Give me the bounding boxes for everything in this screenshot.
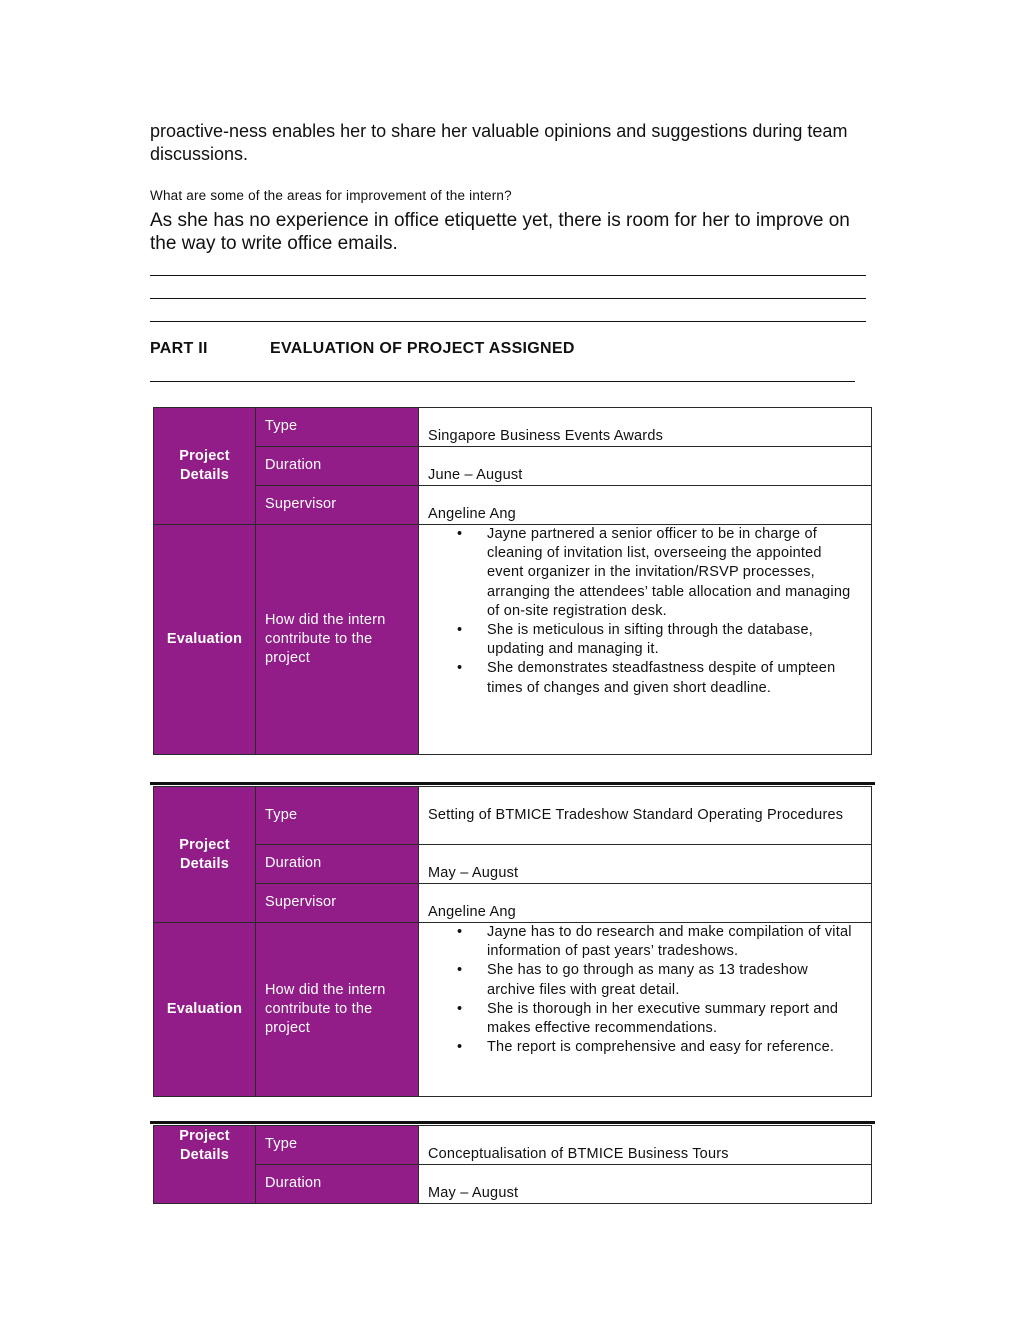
section-divider bbox=[150, 782, 875, 785]
table-row bbox=[154, 884, 872, 923]
table-row bbox=[154, 787, 872, 845]
project-type-value: Conceptualisation of BTMICE Business Tours bbox=[419, 1126, 872, 1165]
list-item: • The report is comprehensive and easy for reference. bbox=[487, 1038, 859, 1057]
project-table-2 bbox=[153, 786, 872, 1097]
part-title: EVALUATION OF PROJECT ASSIGNED bbox=[270, 340, 575, 357]
duration-label: Duration bbox=[256, 447, 419, 486]
contribution-question-label: How did the intern contribute to the project bbox=[256, 923, 419, 1097]
bullet-icon: • bbox=[457, 962, 463, 979]
table-row bbox=[154, 447, 872, 486]
contribution-question-label: How did the intern contribute to the project bbox=[256, 525, 419, 755]
project-details-label: Project Details bbox=[154, 787, 256, 923]
improvement-answer: As she has no experience in office etiquette yet, there is room for her to improve on the way to write office emails. bbox=[150, 210, 850, 254]
table-row bbox=[154, 1165, 872, 1204]
table-row bbox=[154, 1126, 872, 1165]
improvement-question: What are some of the areas for improvement of the intern? bbox=[150, 188, 512, 203]
bullet-icon: • bbox=[457, 622, 463, 639]
table-row bbox=[154, 486, 872, 525]
bullet-icon: • bbox=[457, 1000, 463, 1017]
project-duration-value: June – August bbox=[419, 447, 872, 486]
project-details-label: Project Details bbox=[154, 1126, 256, 1204]
table-row bbox=[154, 923, 872, 1097]
list-item: • Jayne partnered a senior officer to be in charge of cleaning of invitation list, overseeing the appointed event organizer in the invitation/RSVP processes, arranging the attendees’ table allocation and managing of on-site registration desk. bbox=[457, 526, 851, 619]
table-row bbox=[154, 845, 872, 884]
list-item: • Jayne has to do research and make compilation of vital information of past years’ tradeshows. bbox=[457, 924, 852, 960]
project-table-3 bbox=[153, 1125, 872, 1204]
contribution-list-cell bbox=[419, 525, 872, 755]
project-details-label: Project Details bbox=[154, 408, 256, 525]
type-label: Type bbox=[256, 787, 419, 845]
table-row bbox=[154, 525, 872, 755]
supervisor-label: Supervisor bbox=[256, 486, 419, 525]
project-duration-value: May – August bbox=[419, 845, 872, 884]
project-type-value: Setting of BTMICE Tradeshow Standard Operating Procedures bbox=[419, 787, 872, 845]
previous-answer-continuation: proactive-ness enables her to share her valuable opinions and suggestions during team discussions. bbox=[150, 121, 848, 164]
type-label: Type bbox=[256, 1126, 419, 1165]
bullet-icon: • bbox=[457, 526, 463, 542]
duration-label: Duration bbox=[256, 845, 419, 884]
blank-answer-line-3 bbox=[150, 321, 866, 322]
contribution-list bbox=[419, 525, 859, 698]
part-title-underline bbox=[150, 381, 855, 382]
list-item: • She demonstrates steadfastness despite of umpteen times of changes and given short deadline. bbox=[457, 660, 836, 696]
blank-answer-line-2 bbox=[150, 298, 866, 299]
contribution-list bbox=[419, 923, 859, 1057]
blank-answer-line-1 bbox=[150, 275, 866, 276]
list-item: • She is meticulous in sifting through the database, updating and managing it. bbox=[457, 622, 813, 658]
project-supervisor-value: Angeline Ang bbox=[419, 884, 872, 923]
section-divider bbox=[150, 1121, 875, 1124]
evaluation-label: Evaluation bbox=[154, 525, 256, 755]
list-item: • She has to go through as many as 13 tradeshow archive files with great detail. bbox=[457, 962, 808, 998]
bullet-icon: • bbox=[457, 924, 463, 940]
evaluation-label: Evaluation bbox=[154, 923, 256, 1097]
project-table-1 bbox=[153, 407, 872, 755]
type-label: Type bbox=[256, 408, 419, 447]
bullet-icon: • bbox=[457, 1039, 463, 1056]
part-label: PART II bbox=[150, 340, 208, 357]
supervisor-label: Supervisor bbox=[256, 884, 419, 923]
duration-label: Duration bbox=[256, 1165, 419, 1204]
project-type-value: Singapore Business Events Awards bbox=[419, 408, 872, 447]
bullet-icon: • bbox=[457, 660, 463, 677]
project-supervisor-value: Angeline Ang bbox=[419, 486, 872, 525]
list-item: • She is thorough in her executive summary report and makes effective recommendations. bbox=[457, 1000, 839, 1037]
table-row bbox=[154, 408, 872, 447]
project-duration-value: May – August bbox=[419, 1165, 872, 1204]
contribution-list-cell bbox=[419, 923, 872, 1097]
